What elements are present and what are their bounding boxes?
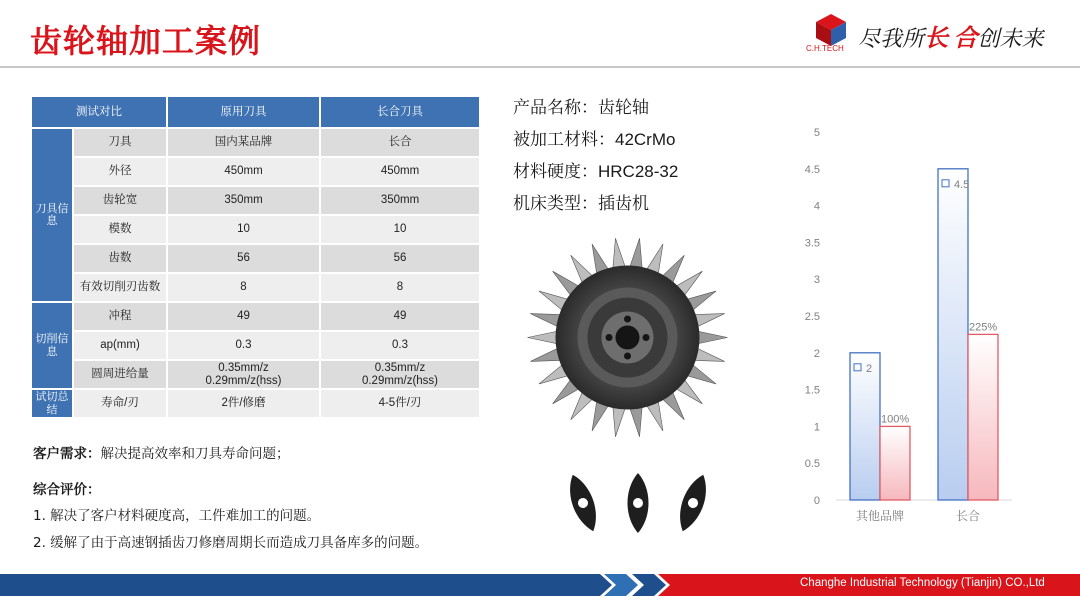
row-label: 齿数 bbox=[73, 244, 167, 273]
slogan-part-d: 创未来 bbox=[977, 26, 1044, 51]
y-tick-label: 1.5 bbox=[804, 384, 820, 397]
table-header-row bbox=[31, 96, 480, 128]
chart-bar bbox=[968, 334, 998, 500]
group-label-tool: 刀具信息 bbox=[31, 128, 73, 302]
new-value: 49 bbox=[320, 302, 480, 331]
material-hardness: 材料硬度：HRC28-32 bbox=[513, 162, 679, 181]
table-row bbox=[31, 128, 480, 157]
row-label: 圆周进给量 bbox=[73, 360, 167, 389]
orig-value: 49 bbox=[167, 302, 320, 331]
page-title: 齿轮轴加工案例 bbox=[30, 22, 262, 60]
slogan-part-b: 长 bbox=[924, 26, 949, 52]
x-tick-label: 其他品牌 bbox=[855, 509, 905, 523]
row-label: 刀具 bbox=[73, 128, 167, 157]
product-info bbox=[513, 92, 678, 220]
evaluation-item: 2. 缓解了由于高速钢插齿刀修磨周期长而造成刀具备库多的问题。 bbox=[33, 535, 429, 551]
table-row bbox=[31, 273, 480, 302]
slogan-part-a: 尽我所 bbox=[858, 26, 925, 51]
gear-tooth bbox=[528, 331, 560, 345]
new-value: 450mm bbox=[320, 157, 480, 186]
new-value: 0.3 bbox=[320, 331, 480, 360]
new-value: 8 bbox=[320, 273, 480, 302]
y-tick-label: 0.5 bbox=[804, 458, 820, 471]
chart-bar bbox=[850, 353, 880, 500]
new-value: 长合 bbox=[320, 128, 480, 157]
data-label: 4.5 bbox=[954, 178, 970, 191]
slogan-part-c: 合 bbox=[953, 26, 978, 52]
chart-bar bbox=[938, 169, 968, 500]
customer-need bbox=[33, 442, 290, 462]
table-header-cell: 原用刀具 bbox=[167, 96, 320, 128]
y-tick-label: 4 bbox=[813, 200, 820, 213]
y-tick-label: 4.5 bbox=[804, 163, 820, 176]
y-tick-label: 5 bbox=[813, 127, 820, 139]
new-value: 350mm bbox=[320, 186, 480, 215]
evaluation-title: 综合评价： bbox=[33, 482, 101, 498]
new-value: 0.35mm/z 0.29mm/z(hss) bbox=[320, 360, 480, 389]
orig-value: 10 bbox=[167, 215, 320, 244]
row-label: ap(mm) bbox=[73, 331, 167, 360]
group-label-result: 试切总结 bbox=[31, 389, 73, 418]
table-row bbox=[31, 360, 480, 389]
row-label: 冲程 bbox=[73, 302, 167, 331]
orig-value: 2件/修磨 bbox=[167, 389, 320, 418]
y-tick-label: 2 bbox=[813, 347, 820, 360]
data-label: 2 bbox=[866, 362, 873, 375]
table-row bbox=[31, 157, 480, 186]
table-row bbox=[31, 389, 480, 418]
product-name: 产品名称：齿轮轴 bbox=[513, 98, 649, 117]
evaluation-item: 1. 解决了客户材料硬度高，工件难加工的问题。 bbox=[33, 508, 321, 524]
chart-bar bbox=[880, 426, 910, 500]
gear-tooth bbox=[695, 331, 727, 345]
row-label: 有效切削刃齿数 bbox=[73, 273, 167, 302]
footer-company: Changhe Industrial Technology (Tianjin) CO.,Ltd bbox=[800, 577, 1045, 589]
orig-value: 0.3 bbox=[167, 331, 320, 360]
y-tick-label: 3.5 bbox=[804, 237, 820, 250]
company-slogan bbox=[858, 18, 1044, 53]
new-value: 10 bbox=[320, 215, 480, 244]
row-label: 外径 bbox=[73, 157, 167, 186]
group-label-cutting: 切削信息 bbox=[31, 302, 73, 389]
machine-type: 机床类型：插齿机 bbox=[513, 194, 649, 213]
orig-value: 国内某品牌 bbox=[167, 128, 320, 157]
row-label: 齿轮宽 bbox=[73, 186, 167, 215]
row-label: 寿命/刃 bbox=[73, 389, 167, 418]
y-tick-label: 1 bbox=[813, 421, 820, 434]
orig-value: 0.35mm/z 0.29mm/z(hss) bbox=[167, 360, 320, 389]
material: 被加工材料：42CrMo bbox=[513, 130, 676, 149]
orig-value: 56 bbox=[167, 244, 320, 273]
table-row bbox=[31, 186, 480, 215]
table-row bbox=[31, 331, 480, 360]
new-value: 56 bbox=[320, 244, 480, 273]
y-tick-label: 2.5 bbox=[804, 311, 820, 323]
customer-need-text: 解决提高效率和刀具寿命问题； bbox=[100, 446, 290, 462]
customer-need-label: 客户需求： bbox=[33, 446, 101, 462]
new-value: 4-5件/刃 bbox=[320, 389, 480, 418]
comparison-table bbox=[30, 95, 481, 419]
gear-cutter-image bbox=[525, 235, 730, 440]
y-tick-label: 3 bbox=[813, 274, 820, 287]
x-tick-label: 长合 bbox=[955, 509, 981, 523]
orig-value: 350mm bbox=[167, 186, 320, 215]
data-label: 225% bbox=[969, 321, 998, 334]
header-divider bbox=[0, 66, 1080, 68]
table-header-cell: 长合刀具 bbox=[320, 96, 480, 128]
row-label: 模数 bbox=[73, 215, 167, 244]
orig-value: 450mm bbox=[167, 157, 320, 186]
insert-blades-image bbox=[558, 468, 718, 538]
orig-value: 8 bbox=[167, 273, 320, 302]
table-row bbox=[31, 302, 480, 331]
data-label: 100% bbox=[881, 413, 910, 426]
table-header-cell: 测试对比 bbox=[31, 96, 167, 128]
table-row bbox=[31, 244, 480, 273]
table-row bbox=[31, 215, 480, 244]
y-tick-label: 0 bbox=[813, 495, 820, 507]
comparison-chart bbox=[790, 120, 1020, 530]
logo-text: C.H.TECH bbox=[806, 44, 844, 53]
